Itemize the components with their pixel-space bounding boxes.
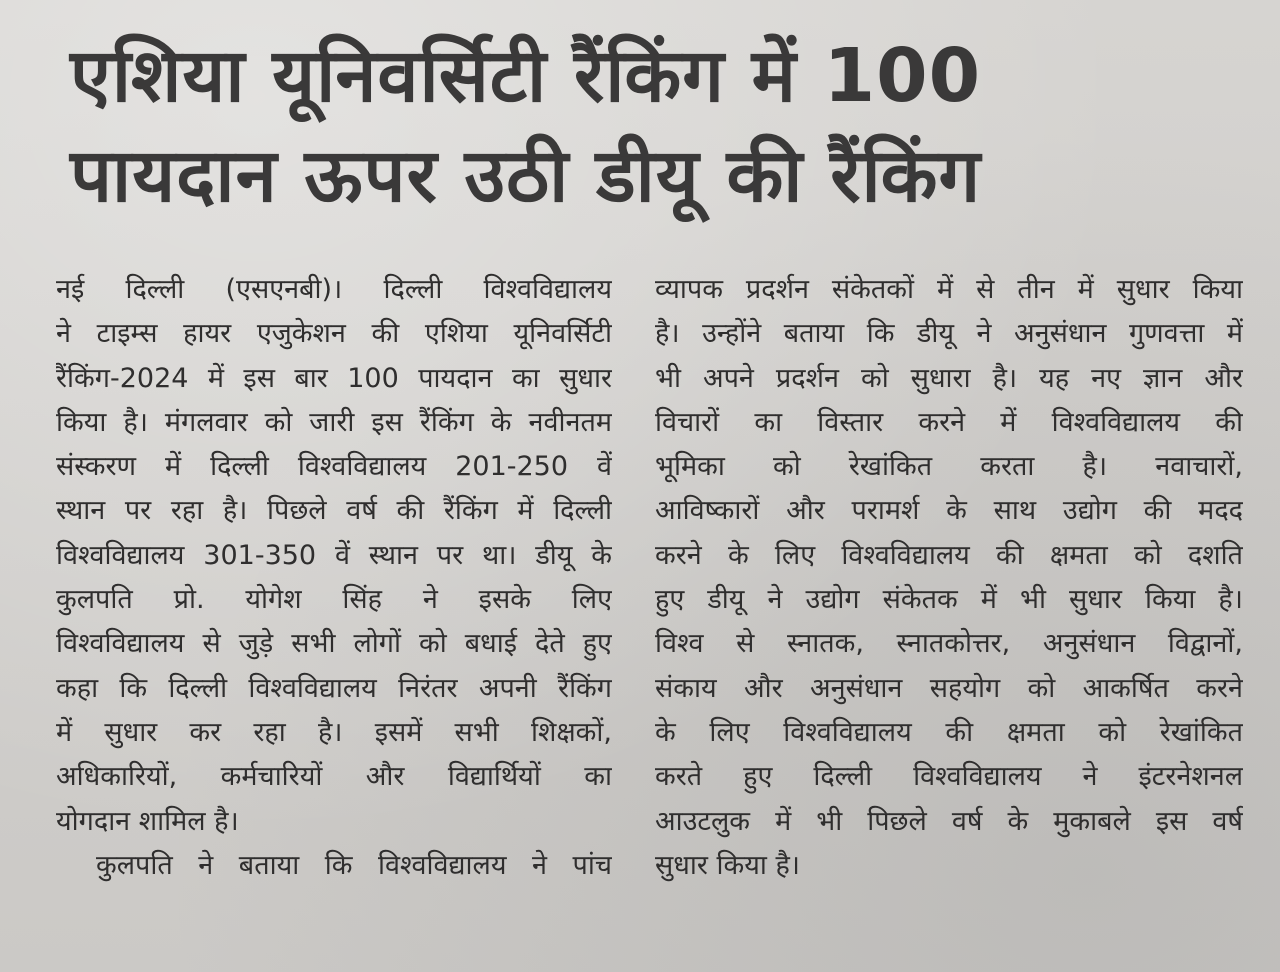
article-line: आउटलुक में भी पिछले वर्ष के मुकाबले इस वर्ष — [655, 805, 1243, 837]
column-divider — [633, 272, 634, 932]
article-line: विश्वविद्यालय 301-350 वें स्थान पर था। डीयू के — [56, 539, 612, 571]
article-line: संस्करण में दिल्ली विश्वविद्यालय 201-250 वें — [56, 451, 612, 483]
article-line: संकाय और अनुसंधान सहयोग को आकर्षित करने — [655, 672, 1243, 704]
headline-line-1: एशिया यूनिवर्सिटी रैंकिंग में 100 — [70, 33, 982, 119]
article-line: कहा कि दिल्ली विश्वविद्यालय निरंतर अपनी रैंकिंग — [56, 672, 612, 704]
article-line: में सुधार कर रहा है। इसमें सभी शिक्षकों, — [56, 716, 612, 748]
article-line: सुधार किया है। — [655, 849, 801, 881]
article-line: ने टाइम्स हायर एजुकेशन की एशिया यूनिवर्सिटी — [56, 318, 612, 350]
article-line: कुलपति ने बताया कि विश्वविद्यालय ने पांच — [96, 849, 612, 881]
headline — [70, 26, 1220, 226]
article-line: करते हुए दिल्ली विश्वविद्यालय ने इंटरनेशनल — [655, 761, 1243, 793]
article-line: रैंकिंग-2024 में इस बार 100 पायदान का सुधार — [56, 362, 612, 394]
article-line: नई दिल्ली (एसएनबी)। दिल्ली विश्वविद्यालय — [56, 274, 612, 305]
article-line: अधिकारियों, कर्मचारियों और विद्यार्थियों का — [56, 761, 612, 793]
article-line: स्थान पर रहा है। पिछले वर्ष की रैंकिंग में दिल्ली — [56, 495, 612, 527]
article-line: विश्वविद्यालय से जुड़े सभी लोगों को बधाई देते हुए — [56, 628, 612, 660]
article-line: आविष्कारों और परामर्श के साथ उद्योग की मदद — [655, 495, 1243, 527]
article-line: व्यापक प्रदर्शन संकेतकों में से तीन में सुधार किया — [655, 274, 1243, 305]
article-column-right — [655, 268, 1243, 888]
article-line: के लिए विश्वविद्यालय की क्षमता को रेखांकित — [655, 716, 1243, 748]
article-line: विचारों का विस्तार करने में विश्वविद्यालय की — [655, 406, 1243, 438]
article-line: विश्व से स्नातक, स्नातकोत्तर, अनुसंधान विद्वानों, — [655, 628, 1243, 660]
article-line: है। उन्होंने बताया कि डीयू ने अनुसंधान गुणवत्ता में — [655, 318, 1243, 350]
article-column-left — [56, 268, 612, 888]
article-line: हुए डीयू ने उद्योग संकेतक में भी सुधार किया है। — [655, 584, 1243, 616]
article-line: किया है। मंगलवार को जारी इस रैंकिंग के नवीनतम — [56, 406, 612, 438]
article-line: भी अपने प्रदर्शन को सुधारा है। यह नए ज्ञान और — [655, 362, 1243, 394]
article-line: भूमिका को रेखांकित करता है। नवाचारों, — [655, 451, 1243, 483]
article-line: योगदान शामिल है। — [56, 805, 239, 837]
headline-line-2: पायदान ऊपर उठी डीयू की रैंकिंग — [70, 133, 982, 219]
article-line: करने के लिए विश्वविद्यालय की क्षमता को दशति — [655, 539, 1243, 571]
article-line: कुलपति प्रो. योगेश सिंह ने इसके लिए — [56, 584, 612, 616]
